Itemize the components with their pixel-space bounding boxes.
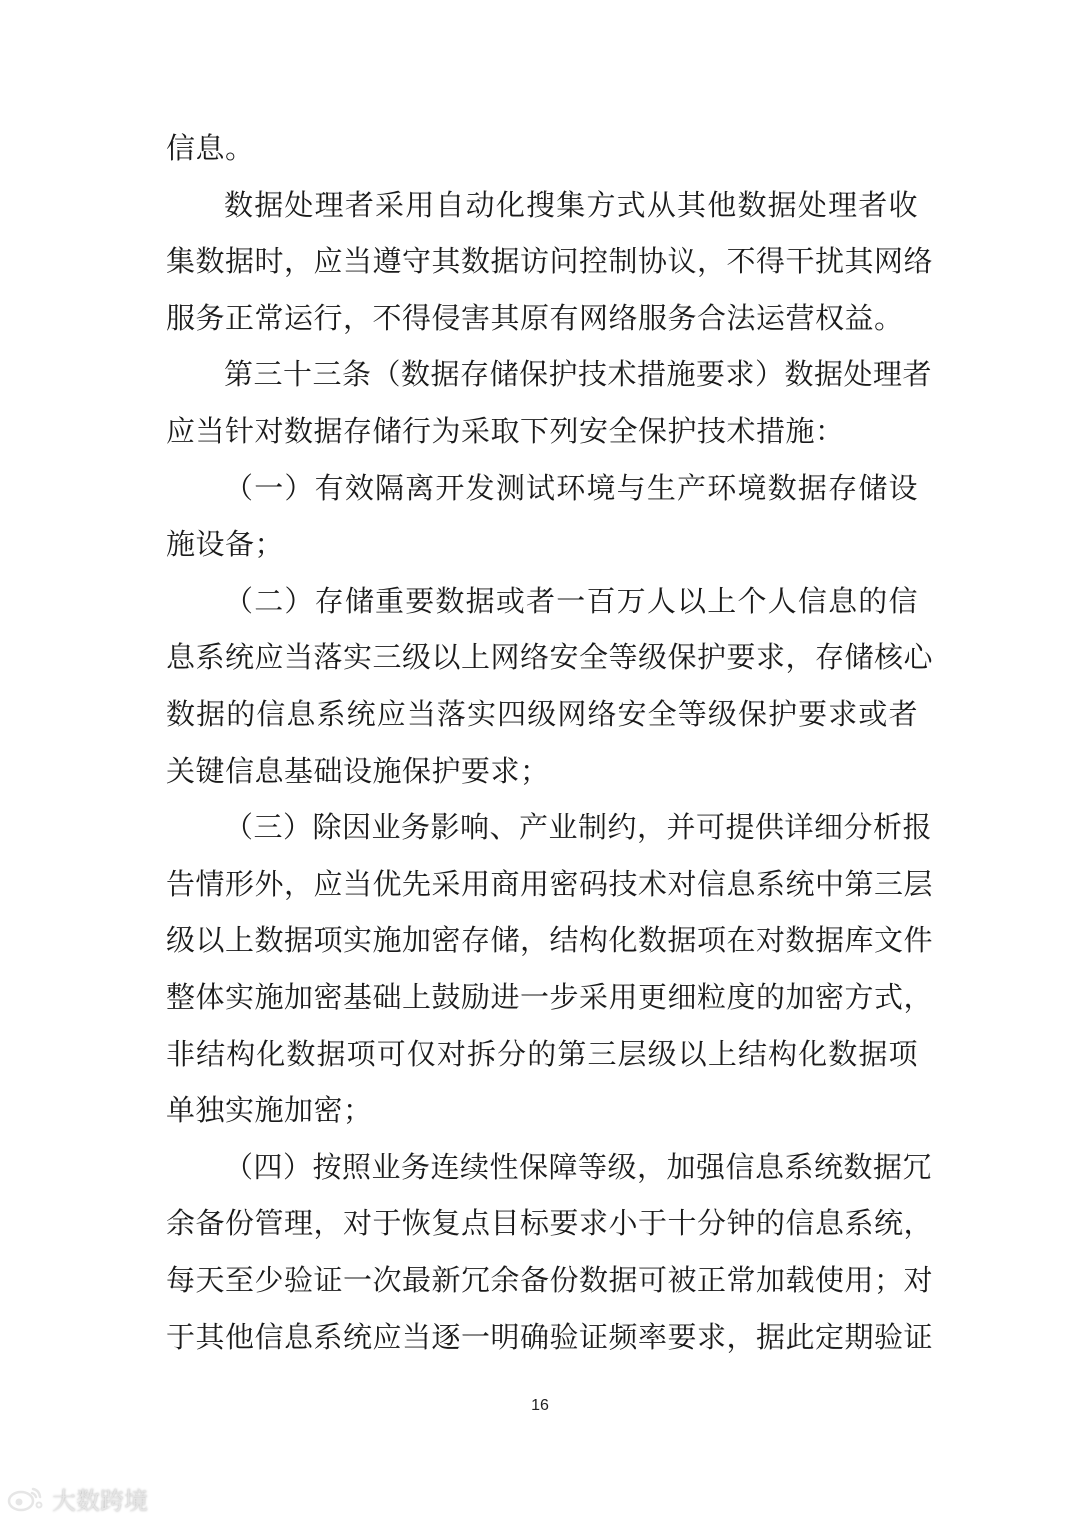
- text-line: （四）按照业务连续性保障等级，加强信息系统数据冗: [224, 1149, 933, 1184]
- text-line: 集数据时，应当遵守其数据访问控制协议，不得干扰其网络: [166, 244, 934, 279]
- text-line: （二）存储重要数据或者一百万人以上个人信息的信: [224, 583, 918, 618]
- text-line: （三）除因业务影响、产业制约，并可提供详细分析报: [224, 810, 933, 845]
- text-line: 数据的信息系统应当落实四级网络安全等级保护要求或者: [166, 697, 918, 731]
- text-line: 服务正常运行，不得侵害其原有网络服务合法运营权益。: [166, 300, 904, 335]
- page-number: 16: [531, 1397, 549, 1414]
- text-line: 每天至少验证一次最新冗余备份数据可被正常加载使用；对: [166, 1263, 934, 1297]
- text-line: 应当针对数据存储行为采取下列安全保护技术措施：: [166, 414, 845, 448]
- text-line: 单独实施加密；: [166, 1093, 373, 1128]
- text-line: 第三十三条（数据存储保护技术措施要求）数据处理者: [224, 357, 933, 392]
- text-line: 告情形外，应当优先采用商用密码技术对信息系统中第三层: [166, 866, 934, 901]
- text-line: 余备份管理，对于恢复点目标要求小于十分钟的信息系统，: [166, 1206, 934, 1241]
- text-line: 关键信息基础设施保护要求；: [166, 753, 550, 788]
- text-line: （一）有效隔离开发测试环境与生产环境数据存储设: [224, 470, 918, 505]
- watermark-text: 大数跨境: [52, 1486, 148, 1515]
- text-line: 级以上数据项实施加密存储，结构化数据项在对数据库文件: [166, 923, 934, 958]
- text-line: 信息。: [166, 131, 255, 165]
- text-line: 非结构化数据项可仅对拆分的第三层级以上结构化数据项: [166, 1036, 918, 1071]
- text-line: 数据处理者采用自动化搜集方式从其他数据处理者收: [224, 187, 918, 222]
- watermark: [6, 1478, 148, 1518]
- text-line: 施设备；: [166, 527, 285, 562]
- text-line: 息系统应当落实三级以上网络安全等级保护要求，存储核心: [166, 640, 934, 675]
- text-line: 于其他信息系统应当逐一明确验证频率要求，据此定期验证: [166, 1319, 934, 1354]
- weibo-logo-icon: [6, 1483, 46, 1513]
- text-line: 整体实施加密基础上鼓励进一步采用更细粒度的加密方式，: [166, 980, 934, 1014]
